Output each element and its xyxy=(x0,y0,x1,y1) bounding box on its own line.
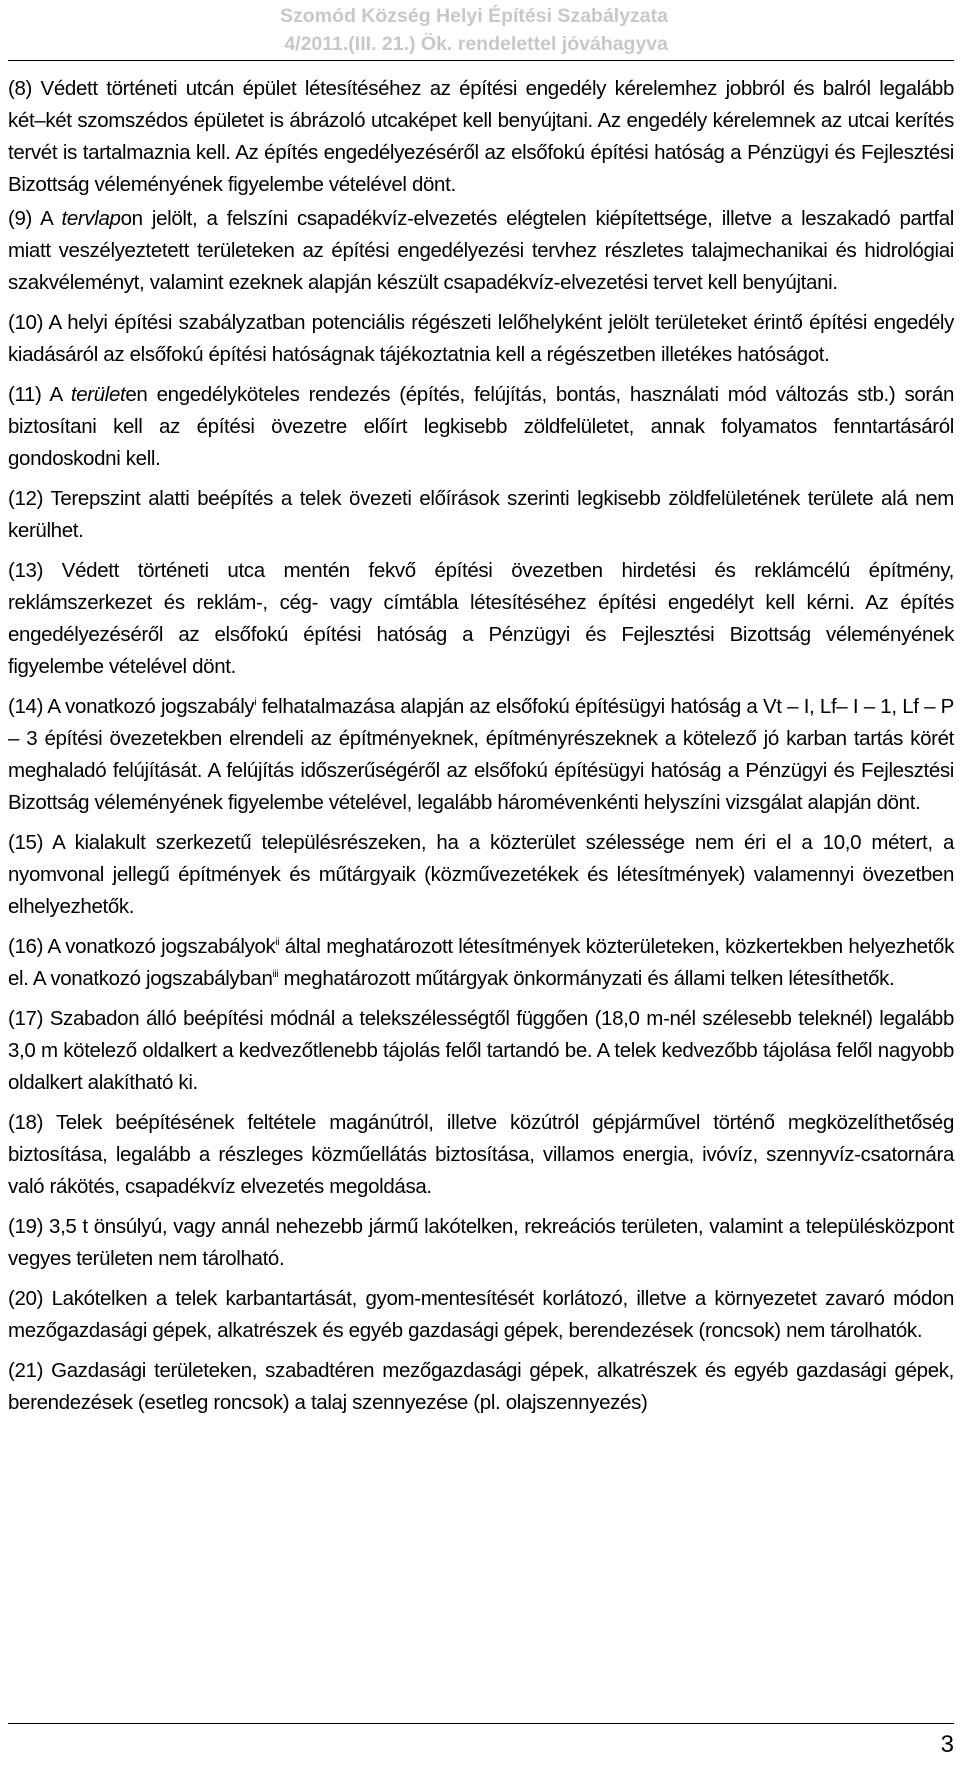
paragraph-15: (15) A kialakult szerkezetű településrészeken, ha a közterület szélessége nem éri el a 10,0 métert, a nyomvonal jellegű építmények és műtárgyaik (közművezetékek és létesítmények) valamennyi övezetben elhelyezhetők. xyxy=(8,831,954,918)
page-header xyxy=(280,2,668,58)
paragraph-14-part-a: (14) A vonatkozó jogszabály xyxy=(8,695,255,718)
paragraph-14-part-c: felhatalmazása alapján az elsőfokú építésügyi hatóság a Vt – I, Lf– I – 1, Lf – P – 3 építési övezetekben elrendeli az építményeknek, építményrészeknek a kötelező jó karban tartás körét meghaladó felújítását. A felújítás időszerűségéről az elsőfokú építésügyi hatóság a Pénzügyi és Fejlesztési Bizottság véleményének figyelembe vételével, legalább háromévenkénti helyszíni vizsgálat alapján dönt. xyxy=(8,695,954,814)
footer-divider xyxy=(8,1723,954,1724)
document-body xyxy=(8,73,954,1419)
paragraph-10: (10) A helyi építési szabályzatban potenciális régészeti lelőhelyként jelölt területeket érintő építési engedély kiadásáról az elsőfokú építési hatóságnak tájékoztatnia kell a régészetben illetékes hatóságot. xyxy=(8,311,954,366)
paragraph-16-part-a: (16) A vonatkozó jogszabályok xyxy=(8,935,276,958)
paragraph-11-part-a: (11) A xyxy=(8,383,71,406)
paragraph-11 xyxy=(8,379,954,475)
header-title: Szomód Község Helyi Építési Szabályzata xyxy=(280,5,668,27)
paragraph-9-emphasis: tervlap xyxy=(61,207,121,230)
footnote-ref-ii[interactable]: ii xyxy=(275,937,280,948)
header-divider xyxy=(8,60,954,61)
paragraph-16-part-b: által meghatározott létesítmények közterületeken, közkertekben helyezhetők el. A vonatkozó jogszabályban xyxy=(8,935,954,990)
paragraph-8: (8) Védett történeti utcán épület létesítéséhez az építési engedély kérelemhez jobbról és balról legalább két–két szomszédos épületet is ábrázoló utcaképet kell benyújtani. Az engedély kérelemnek az utcai kerítés tervét is tartalmaznia kell. Az építés engedélyezéséről az elsőfokú építési hatóság a Pénzügyi és Fejlesztési Bizottság véleményének figyelembe vételével dönt. xyxy=(8,77,954,196)
paragraph-9-part-a: (9) A xyxy=(8,207,62,230)
paragraph-20: (20) Lakótelken a telek karbantartását, gyom-mentesítését korlátozó, illetve a környezetet zavaró módon mezőgazdasági gépek, alkatrészek és egyéb gazdasági gépek, berendezések (roncsok) nem tárolhatók. xyxy=(8,1287,954,1342)
paragraph-13: (13) Védett történeti utca mentén fekvő építési övezetben hirdetési és reklámcélú építmény, reklámszerkezet és reklám-, cég- vagy címtábla létesítéséhez építési engedélyt kell kérni. Az építés engedélyezéséről az elsőfokú építési hatóság a Pénzügyi és Fejlesztési Bizottság véleményének figyelembe vételével dönt. xyxy=(8,559,954,678)
paragraph-9 xyxy=(8,203,954,299)
paragraph-18: (18) Telek beépítésének feltétele magánútról, illetve közútról gépjárművel történő megközelíthetőség biztosítása, legalább a részleges közműellátás biztosítása, villamos energia, ivóvíz, szennyvíz-csatornára való rákötés, csapadékvíz elvezetés megoldása. xyxy=(8,1111,954,1198)
paragraph-12: (12) Terepszint alatti beépítés a telek övezeti előírások szerinti legkisebb zöldfelületének területe alá nem kerülhet. xyxy=(8,487,954,542)
page-number: 3 xyxy=(940,1731,954,1758)
paragraph-21: (21) Gazdasági területeken, szabadtéren mezőgazdasági gépek, alkatrészek és egyéb gazdasági gépek, berendezések (esetleg roncsok) a talaj szennyezése (pl. olajszennyezés) xyxy=(8,1359,954,1414)
paragraph-11-emphasis: terület xyxy=(70,383,126,406)
paragraph-16 xyxy=(8,931,954,995)
paragraph-19: (19) 3,5 t önsúlyú, vagy annál nehezebb jármű lakótelken, rekreációs területen, valamint a településközpont vegyes területen nem tárolható. xyxy=(8,1215,954,1270)
paragraph-9-part-c: on jelölt, a felszíni csapadékvíz-elvezetés elégtelen kiépítettsége, illetve a leszakadó partfal miatt veszélyeztetett területeken az építési engedélyezési tervhez részletes talajmechanikai és hidrológiai szakvéleményt, valamint ezeknek alapján készült csapadékvíz-elvezetési tervet kell benyújtani. xyxy=(8,207,954,294)
footnote-ref-iii[interactable]: iii xyxy=(272,969,279,980)
footnote-ref-i[interactable]: i xyxy=(254,697,257,708)
paragraph-17: (17) Szabadon álló beépítési módnál a telekszélességtől függően (18,0 m-nél szélesebb teleknél) legalább 3,0 m kötelező oldalkert a kedvezőtlenebb tájolás felől tartandó be. A telek kedvezőbb tájolása felől nagyobb oldalkert alakítható ki. xyxy=(8,1007,954,1094)
paragraph-11-part-c: en engedélyköteles rendezés (építés, felújítás, bontás, használati mód változás stb.) során biztosítani kell az építési övezetre előírt legkisebb zöldfelületet, annak folyamatos fenntartásáról gondoskodni kell. xyxy=(8,383,954,470)
paragraph-14 xyxy=(8,691,954,819)
paragraph-16-part-c: meghatározott műtárgyak önkormányzati és állami telken létesíthetők. xyxy=(278,967,895,990)
header-subtitle: 4/2011.(III. 21.) Ök. rendelettel jóváhagyva xyxy=(284,33,668,55)
